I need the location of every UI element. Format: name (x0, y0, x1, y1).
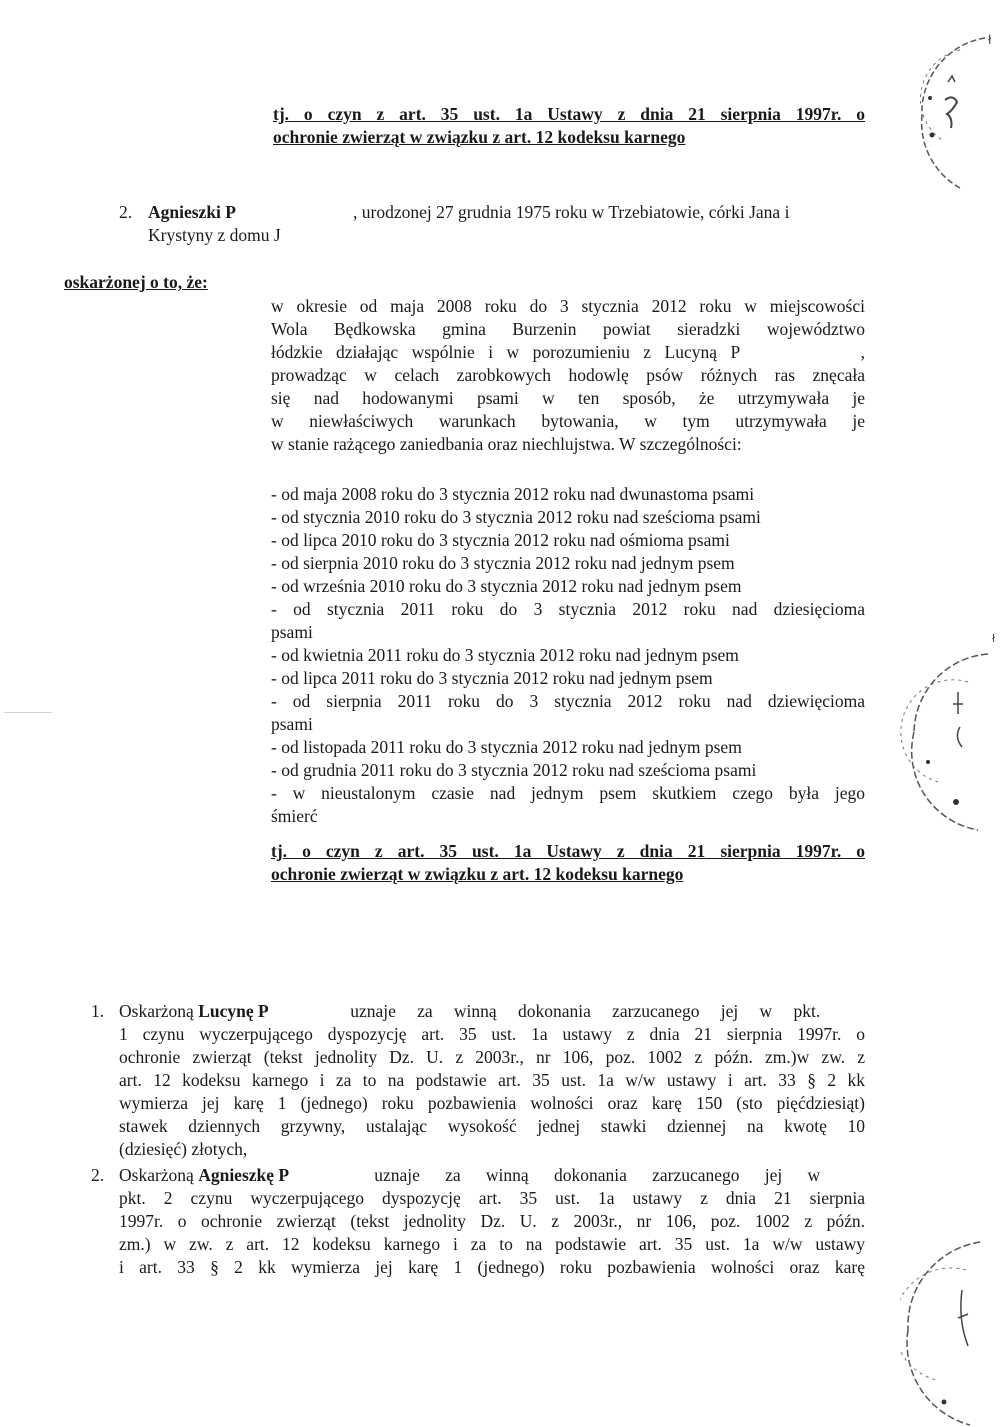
defendant-number: 2. (119, 202, 133, 222)
text-line: (dziesięć) złotych, (119, 1139, 248, 1159)
list-item: - od listopada 2011 roku do 3 stycznia 2012 roku nad jednym psem (271, 737, 742, 757)
list-item: - od sierpnia 2011 roku do 3 stycznia 2012 roku nad dziewięcioma (271, 691, 865, 711)
list-item: - od lipca 2010 roku do 3 stycznia 2012 roku nad ośmioma psami (271, 530, 730, 550)
charge-items-list (271, 483, 865, 828)
seal-stamp-icon (890, 20, 1000, 200)
list-item: psami (271, 714, 313, 734)
text-line: Wola Będkowska gmina Burzenin powiat sieradzki województwo (271, 319, 865, 339)
verdict-paragraph (119, 1000, 865, 1161)
list-item: śmierć (271, 806, 318, 826)
seal-stamp-icon (900, 1230, 1000, 1427)
list-item: psami (271, 622, 313, 642)
scan-mark (4, 712, 52, 713)
text-line: w niewłaściwych warunkach bytowania, w tym utrzymywała je (271, 411, 865, 431)
list-item: - od kwietnia 2011 roku do 3 stycznia 2012 roku nad jednym psem (271, 645, 739, 665)
text-line: i art. 33 § 2 kk wymierza jej karę 1 (jednego) roku pozbawienia wolności oraz karę (119, 1257, 865, 1277)
text-line: zm.) w zw. z art. 12 kodeksu karnego i za to na podstawie art. 35 ust. 1a w/w ustawy (119, 1234, 865, 1254)
text-line: 1 czynu wyczerpującego dyspozycję art. 35 ust. 1a ustawy z dnia 21 sierpnia 1997r. o (119, 1024, 865, 1044)
text-line: w okresie od maja 2008 roku do 3 stycznia 2012 roku w miejscowości (271, 296, 865, 316)
list-item: - w nieustalonym czasie nad jednym psem skutkiem czego była jego (271, 783, 865, 803)
charge-heading: oskarżonej o to, że: (64, 272, 208, 292)
verdict-number: 2. (91, 1165, 105, 1185)
text-line: Oskarżoną Lucynę P uznaje za winną dokonania zarzucanego jej w pkt. (119, 1001, 821, 1021)
defendant-details: Krystyny z domu J (148, 225, 281, 245)
verdict-paragraph (119, 1164, 865, 1279)
defendant-name: Agnieszki P (148, 202, 236, 222)
text-line: łódzkie działając wspólnie i w porozumieniu z Lucyną P , (271, 342, 865, 362)
text-line: ochronie zwierząt (tekst jednolity Dz. U. z 2003r., nr 106, poz. 1002 z późn. zm.)w zw. z (119, 1047, 865, 1067)
list-item: - od stycznia 2010 roku do 3 stycznia 2012 roku nad sześcioma psami (271, 507, 761, 527)
text-line: w stanie rażącego zaniedbania oraz niechlujstwa. W szczególności: (271, 434, 742, 454)
svg-text:ł: ł (992, 632, 996, 645)
text-line: Oskarżoną Agnieszkę P uznaje za winną dokonania zarzucanego jej w (119, 1165, 821, 1185)
list-item: - od lipca 2011 roku do 3 stycznia 2012 roku nad jednym psem (271, 668, 713, 688)
svg-text:ł: ł (988, 33, 992, 47)
text-line: pkt. 2 czynu wyczerpującego dyspozycję art. 35 ust. 1a ustawy z dnia 21 sierpnia (119, 1188, 865, 1208)
list-item: - od sierpnia 2010 roku do 3 stycznia 2012 roku nad jednym psem (271, 553, 735, 573)
text-line: wymierza jej karę 1 (jednego) roku pozbawienia wolności oraz karę 150 (sto pięćdziesiąt) (119, 1093, 865, 1113)
list-item: - od grudnia 2011 roku do 3 stycznia 2012 roku nad sześcioma psami (271, 760, 757, 780)
legal-reference-line: tj. o czyn z art. 35 ust. 1a Ustawy z dnia 21 sierpnia 1997r. o (271, 841, 865, 861)
list-item: - od maja 2008 roku do 3 stycznia 2012 roku nad dwunastoma psami (271, 484, 755, 504)
text-line: się nad hodowanymi psami w ten sposób, że utrzymywała je (271, 388, 865, 408)
defendant-details: , urodzonej 27 grudnia 1975 roku w Trzebiatowie, córki Jana i (353, 202, 790, 222)
text-line: 1997r. o ochronie zwierząt (tekst jednolity Dz. U. z 2003r., nr 106, poz. 1002 z późn. (119, 1211, 865, 1231)
list-item: - od września 2010 roku do 3 stycznia 2012 roku nad jednym psem (271, 576, 742, 596)
charge-description (271, 295, 865, 456)
text-line: stawek dziennych grzywny, ustalając wysokość jednej stawki dziennej na kwotę 10 (119, 1116, 865, 1136)
verdict-number: 1. (91, 1001, 105, 1021)
text-line: prowadząc w celach zarobkowych hodowlę psów różnych ras znęcała (271, 365, 865, 385)
list-item: - od stycznia 2011 roku do 3 stycznia 2012 roku nad dziesięcioma (271, 599, 865, 619)
legal-reference-line: tj. o czyn z art. 35 ust. 1a Ustawy z dnia 21 sierpnia 1997r. o (273, 104, 865, 124)
seal-stamp-icon (898, 632, 1000, 832)
legal-reference-line: ochronie zwierząt w związku z art. 12 kodeksu karnego (271, 864, 684, 884)
text-line: art. 12 kodeksu karnego i za to na podstawie art. 35 ust. 1a w/w ustawy i art. 33 § 2 kk (119, 1070, 865, 1090)
legal-reference-line: ochronie zwierząt w związku z art. 12 kodeksu karnego (273, 127, 686, 147)
